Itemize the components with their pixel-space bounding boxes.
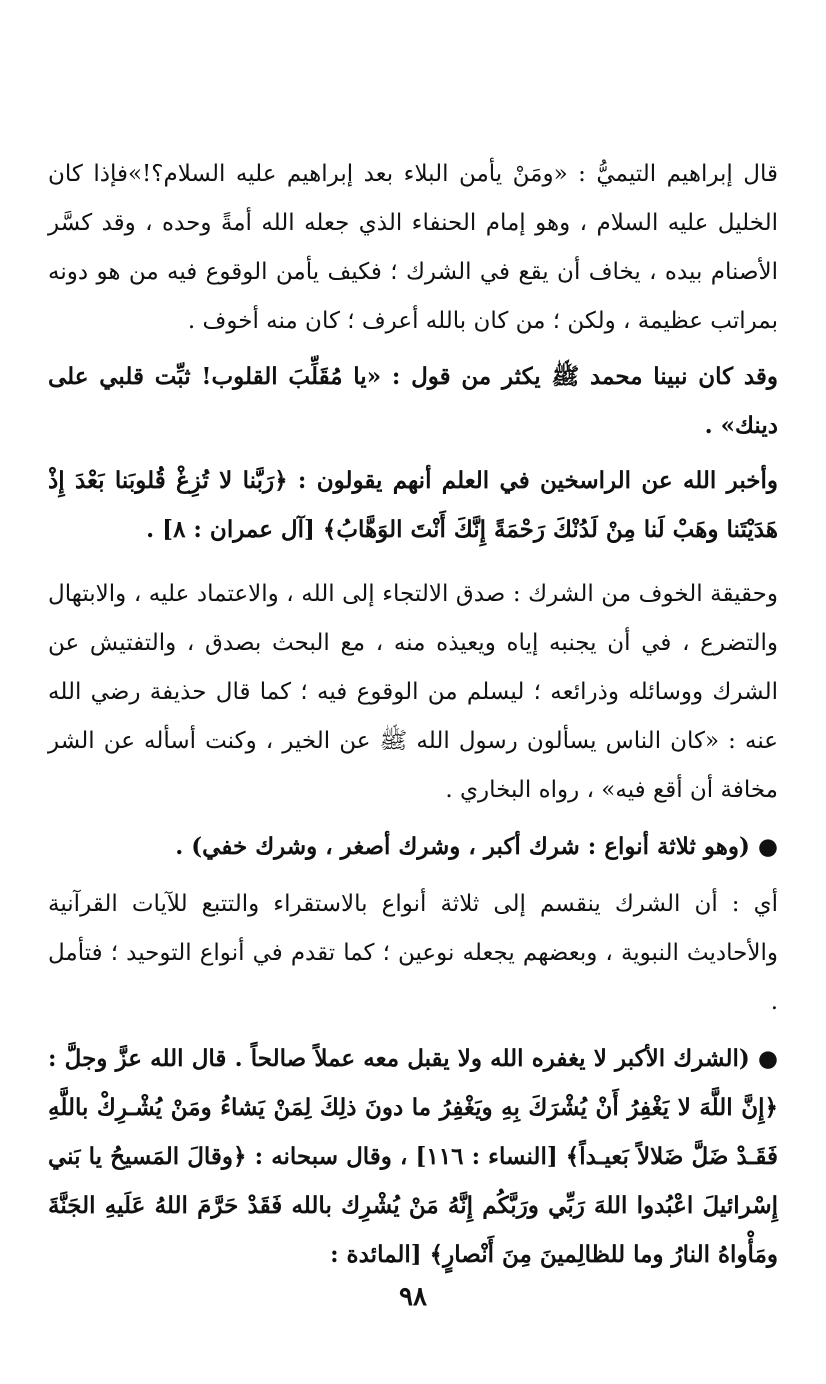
paragraph-prophet-dua: وقد كان نبينا محمد ﷺ يكثر من قول : «يا مُقَلِّبَ القلوب! ثبِّت قلبي على دينك» . [48, 363, 778, 439]
paragraph-rasikhin-verse: وأخبر الله عن الراسخين في العلم أنهم يقولون : ﴿رَبَّنا لا تُزِغْ قُلوبَنا بَعْدَ إِذْ هَدَيْتَنا وهَبْ لَنا مِنْ لَدُنْكَ رَحْمَةً إِنَّكَ أَنْتَ الوَهَّابُ﴾ [آل عمران : ٨] . [48, 467, 778, 543]
paragraph-shirk-types-explanation: أي : أن الشرك ينقسم إلى ثلاثة أنواع بالاستقراء والتتبع للآيات القرآنية والأحاديث النبوية ، وبعضهم يجعله نوعين ؛ كما تقدم في أنواع التوحيد ؛ فتأمل . [48, 891, 778, 1015]
paragraph-shirk-akbar: ● (الشرك الأكبر لا يغفره الله ولا يقبل معه عملاً صالحاً . قال الله عزَّ وجلَّ : ﴿إِنَّ اللَّهَ لا يَغْفِرُ أَنْ يُشْرَكَ بِهِ ويَغْفِرُ ما دونَ ذلِكَ لِمَنْ يَشاءُ ومَنْ يُشْـرِكْ باللَّهِ فَقَـدْ ضَلَّ ضَلالاً بَعيـداً﴾ [النساء : ١١٦] ، وقال سبحانه : ﴿وقالَ المَسيحُ يا بَني إِسْرائيلَ اعْبُدوا اللهَ رَبِّي ورَبَّكُم إِنَّهُ مَنْ يُشْرِك بالله فَقَدْ حَرَّمَ اللهُ عَلَيهِ الجَنَّةَ ومَأْواهُ النارُ وما للظالِمينَ مِنَ أَنْصارٍ﴾ [المائدة : [48, 1045, 778, 1268]
page-number: ٩٨ [399, 1282, 427, 1312]
paragraph-shirk-types-heading: ● (وهو ثلاثة أنواع : شرك أكبر ، وشرك أصغر ، وشرك خفي) . [175, 833, 778, 860]
paragraph-ibrahim-taymi: قال إبراهيم التيميُّ : «ومَنْ يأمن البلاء بعد إبراهيم عليه السلام؟!»فإذا كان الخليل عليه السلام ، وهو إمام الحنفاء الذي جعله الله أمةً وحده ، وقد كسَّر الأصنام بيده ، يخاف أن يقع في الشرك ؛ فكيف يأمن الوقوع فيه من هو دونه بمراتب عظيمة ، ولكن ؛ من كان بالله أعرف ؛ كان منه أخوف . [48, 161, 778, 334]
paragraph-khawf-haqiqa: وحقيقة الخوف من الشرك : صدق الالتجاء إلى الله ، والاعتماد عليه ، والابتهال والتضرع ، في أن يجنبه إياه ويعيذه منه ، مع البحث بصدق ، والتفتيش عن الشرك ووسائله وذرائعه ؛ ليسلم من الوقوع فيه ؛ كما قال حذيفة رضي الله عنه : «كان الناس يسألون رسول الله ﷺ عن الخير ، وكنت أسأله عن الشر مخافة أن أقع فيه» ، رواه البخاري . [48, 581, 778, 803]
